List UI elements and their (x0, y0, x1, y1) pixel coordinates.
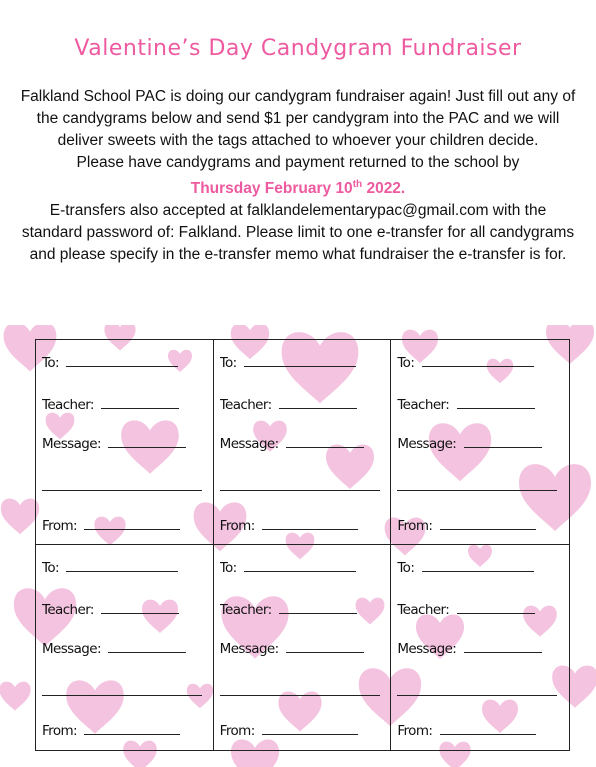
intro-paragraph-2: Please have candygrams and payment returned to the school by (76, 154, 520, 171)
message-line (42, 435, 207, 452)
candygram-card (36, 545, 214, 750)
from-field[interactable] (440, 517, 536, 530)
teacher-label: Teacher: (42, 602, 94, 618)
message-field-2[interactable] (397, 683, 557, 696)
candygram-card (391, 545, 569, 750)
from-line (397, 722, 563, 739)
to-line (220, 559, 385, 576)
teacher-label: Teacher: (42, 397, 94, 413)
teacher-field[interactable] (457, 601, 535, 614)
deadline-suffix: th (352, 179, 363, 190)
candygram-card (36, 340, 214, 545)
teacher-line (220, 601, 385, 618)
teacher-field[interactable] (101, 601, 179, 614)
from-line (220, 722, 385, 739)
to-label: To: (42, 560, 59, 576)
message-line-2 (397, 478, 563, 495)
message-line-2 (397, 683, 563, 700)
from-field[interactable] (84, 722, 180, 735)
message-field[interactable] (286, 435, 364, 448)
to-field[interactable] (244, 354, 356, 367)
deadline-text (20, 174, 576, 200)
from-field[interactable] (84, 517, 180, 530)
to-line (42, 354, 207, 371)
message-field[interactable] (108, 435, 186, 448)
to-line (220, 354, 385, 371)
message-label: Message: (219, 641, 279, 657)
teacher-line (220, 396, 385, 413)
from-label: From: (42, 723, 77, 739)
page-title: Valentine’s Day Candygram Fundraiser (74, 36, 522, 61)
candygram-card (214, 545, 392, 750)
to-label: To: (42, 355, 59, 371)
intro-paragraph-3: E-transfers also accepted at falklandelementarypac@gmail.com with the standard password of: Falkland. Please limit to one e-transfer for all candygrams and please specify in the e-transfer memo what fundraiser the e-transfer is for. (21, 202, 575, 264)
message-field[interactable] (108, 640, 186, 653)
from-line (42, 517, 207, 534)
from-label: From: (397, 723, 433, 739)
from-label: From: (219, 723, 255, 739)
candygram-card (391, 340, 569, 545)
from-line (397, 517, 563, 534)
message-field-2[interactable] (220, 683, 380, 696)
message-line-2 (42, 478, 207, 495)
message-line (397, 435, 563, 452)
message-field-2[interactable] (220, 478, 380, 491)
to-label: To: (397, 560, 415, 576)
candygram-card (214, 340, 392, 545)
message-line (220, 435, 385, 452)
teacher-field[interactable] (101, 396, 179, 409)
message-field-2[interactable] (397, 478, 557, 491)
from-field[interactable] (262, 517, 358, 530)
message-line (42, 640, 207, 657)
to-field[interactable] (66, 354, 178, 367)
from-label: From: (397, 518, 433, 534)
message-field[interactable] (286, 640, 364, 653)
message-label: Message: (397, 436, 457, 452)
message-field[interactable] (464, 435, 542, 448)
from-line (42, 722, 207, 739)
intro-paragraph-1: Falkland School PAC is doing our candygram fundraiser again! Just fill out any of the candygrams below and send $1 per candygram into the PAC and we will deliver sweets with the tags attached to whoever your children decide. (20, 88, 576, 149)
message-label: Message: (219, 436, 279, 452)
to-field[interactable] (422, 559, 534, 572)
to-field[interactable] (422, 354, 534, 367)
message-label: Message: (42, 436, 101, 452)
teacher-line (397, 396, 563, 413)
to-label: To: (219, 560, 237, 576)
candygram-grid (35, 339, 570, 751)
to-line (42, 559, 207, 576)
message-field[interactable] (464, 640, 542, 653)
teacher-label: Teacher: (397, 602, 450, 618)
to-field[interactable] (66, 559, 178, 572)
deadline-date: Thursday February 10 (190, 180, 353, 198)
teacher-label: Teacher: (219, 397, 272, 413)
message-field-2[interactable] (42, 683, 202, 696)
message-field-2[interactable] (42, 478, 202, 491)
to-label: To: (219, 355, 237, 371)
from-label: From: (42, 518, 77, 534)
from-field[interactable] (440, 722, 536, 735)
to-field[interactable] (244, 559, 356, 572)
message-line (397, 640, 563, 657)
deadline-year: 2022. (362, 180, 406, 198)
teacher-field[interactable] (457, 396, 535, 409)
message-line-2 (220, 683, 385, 700)
teacher-line (42, 601, 207, 618)
teacher-line (397, 601, 563, 618)
teacher-line (42, 396, 207, 413)
message-line (220, 640, 385, 657)
message-line-2 (42, 683, 207, 700)
to-line (397, 354, 563, 371)
from-line (220, 517, 385, 534)
from-label: From: (219, 518, 255, 534)
message-line-2 (220, 478, 385, 495)
teacher-field[interactable] (279, 601, 357, 614)
from-field[interactable] (262, 722, 358, 735)
to-line (397, 559, 563, 576)
message-label: Message: (397, 641, 457, 657)
to-label: To: (397, 355, 415, 371)
intro-text (20, 86, 576, 266)
teacher-field[interactable] (279, 396, 357, 409)
teacher-label: Teacher: (219, 602, 272, 618)
teacher-label: Teacher: (397, 397, 450, 413)
message-label: Message: (42, 641, 101, 657)
